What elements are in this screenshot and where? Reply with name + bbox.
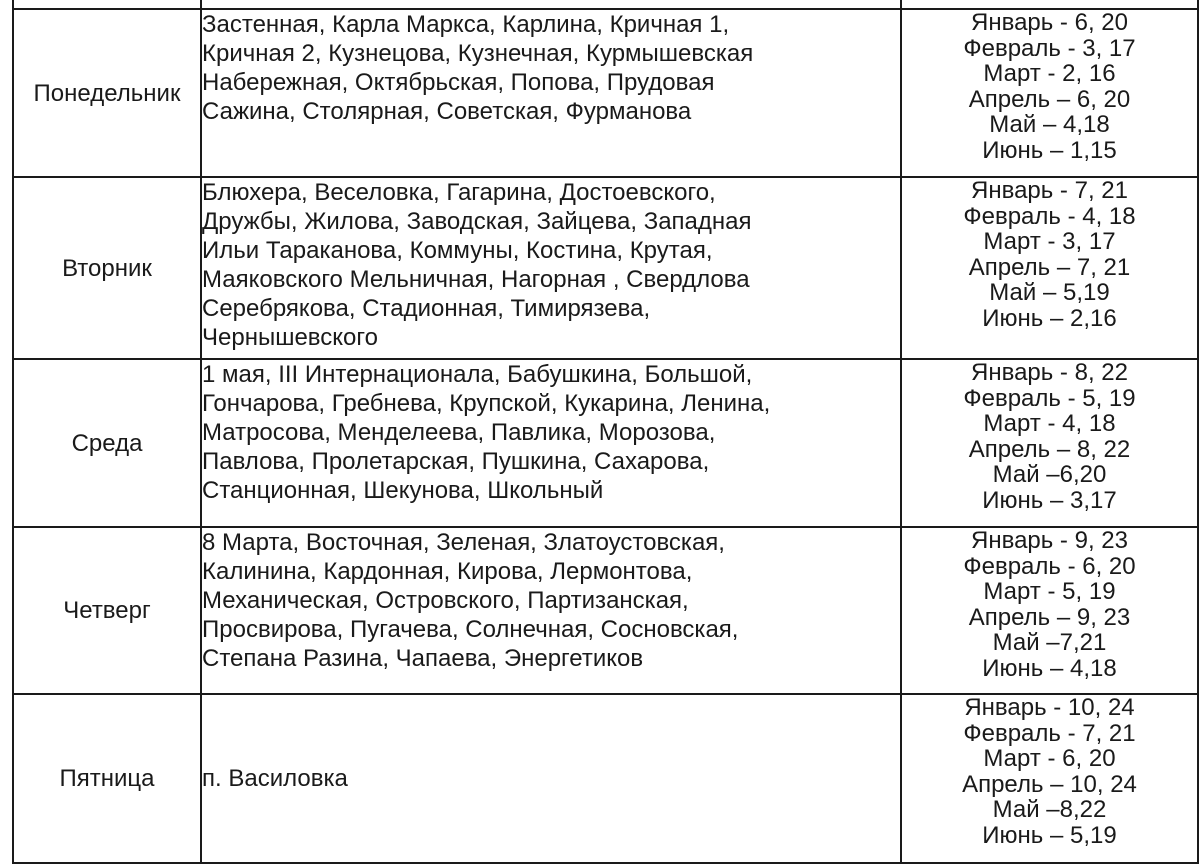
month-dates: Июнь – 2,16 (982, 304, 1117, 332)
table-row-wednesday (13, 359, 1198, 527)
month-dates: Март - 5, 19 (983, 578, 1116, 605)
month-dates: Май –7,21 (992, 629, 1107, 656)
street-line: Матросова, Менделеева, Павлика, Морозова, (202, 419, 716, 446)
month-dates: Июнь – 4,18 (982, 654, 1117, 682)
street-line: Набережная, Октябрьская, Попова, Прудовая (202, 69, 715, 96)
month-dates: Январь - 7, 21 (971, 177, 1128, 204)
street-line: Дружбы, Жилова, Заводская, Зайцева, Западная (202, 208, 752, 235)
dates-cell (901, 177, 1198, 359)
month-dates: Май –6,20 (992, 461, 1107, 488)
month-dates: Май – 5,19 (989, 279, 1110, 306)
cut-off-cell (201, 0, 901, 9)
street-line: Кричная 2, Кузнецова, Кузнечная, Курмышевская (202, 40, 754, 67)
month-dates: Апрель – 9, 23 (968, 603, 1131, 631)
street-line: 8 Марта, Восточная, Зеленая, Златоустовская, (202, 529, 725, 556)
street-line: Калинина, Кардонная, Кирова, Лермонтова, (202, 558, 693, 585)
month-dates: Июнь – 1,15 (982, 136, 1117, 164)
month-dates: Июнь – 3,17 (982, 486, 1117, 514)
day-cell: Среда (13, 359, 201, 527)
month-dates: Март - 2, 16 (983, 60, 1116, 87)
cut-off-cell (901, 0, 1198, 9)
dates-cell (901, 694, 1198, 863)
month-dates: Апрель – 10, 24 (962, 770, 1137, 798)
street-line: Ильи Тараканова, Коммуны, Костина, Крутая, (202, 237, 713, 264)
table-row-thursday (13, 527, 1198, 694)
month-dates: Апрель – 7, 21 (968, 253, 1131, 281)
streets-cell (201, 527, 901, 694)
streets-cell (201, 177, 901, 359)
month-dates: Апрель – 6, 20 (968, 85, 1131, 113)
month-dates: Февраль - 3, 17 (963, 34, 1136, 62)
month-dates: Март - 4, 18 (983, 410, 1116, 437)
street-line: Гончарова, Гребнева, Крупской, Кукарина, Ленина, (202, 390, 771, 417)
month-dates: Май –8,22 (992, 796, 1107, 823)
street-line: Блюхера, Веселовка, Гагарина, Достоевского, (202, 179, 716, 206)
table-row-cut-off (13, 0, 1198, 9)
street-line: 1 мая, III Интернационала, Бабушкина, Большой, (202, 361, 753, 388)
month-dates: Июнь – 5,19 (982, 821, 1117, 849)
table-row-monday (13, 9, 1198, 177)
month-dates: Март - 6, 20 (983, 745, 1116, 772)
cut-off-cell (13, 0, 201, 9)
month-dates: Февраль - 5, 19 (963, 384, 1136, 412)
month-dates: Февраль - 7, 21 (963, 719, 1136, 747)
dates-cell (901, 9, 1198, 177)
month-dates: Январь - 8, 22 (971, 359, 1128, 386)
street-line: Серебрякова, Стадионная, Тимирязева, (202, 295, 651, 322)
street-line: Чернышевского (202, 324, 378, 351)
table-row-tuesday (13, 177, 1198, 359)
street-line: Станционная, Шекунова, Школьный (202, 477, 604, 504)
streets-cell (201, 9, 901, 177)
table-row-friday (13, 694, 1198, 863)
streets-cell (201, 694, 901, 863)
street-line: Степана Разина, Чапаева, Энергетиков (202, 645, 644, 672)
month-dates: Март - 3, 17 (983, 228, 1116, 255)
month-dates: Февраль - 6, 20 (963, 552, 1136, 580)
day-cell: Понедельник (13, 9, 201, 177)
street-line: п. Василовка (202, 765, 348, 792)
month-dates: Январь - 10, 24 (964, 694, 1135, 721)
street-line: Сажина, Столярная, Советская, Фурманова (202, 98, 692, 125)
street-line: Маяковского Мельничная, Нагорная , Свердлова (202, 266, 750, 293)
street-line: Механическая, Островского, Партизанская, (202, 587, 689, 614)
day-cell: Пятница (13, 694, 201, 863)
day-cell: Четверг (13, 527, 201, 694)
street-line: Застенная, Карла Маркса, Карлина, Кричная 1, (202, 11, 730, 38)
month-dates: Январь - 9, 23 (971, 527, 1128, 554)
dates-cell (901, 359, 1198, 527)
day-cell: Вторник (13, 177, 201, 359)
street-line: Просвирова, Пугачева, Солнечная, Сосновская, (202, 616, 739, 643)
streets-cell (201, 359, 901, 527)
dates-cell (901, 527, 1198, 694)
street-line: Павлова, Пролетарская, Пушкина, Сахарова, (202, 448, 710, 475)
month-dates: Январь - 6, 20 (971, 9, 1128, 36)
month-dates: Апрель – 8, 22 (968, 435, 1131, 463)
month-dates: Февраль - 4, 18 (963, 202, 1136, 230)
month-dates: Май – 4,18 (989, 111, 1110, 138)
waste-collection-schedule-table (12, 0, 1199, 864)
